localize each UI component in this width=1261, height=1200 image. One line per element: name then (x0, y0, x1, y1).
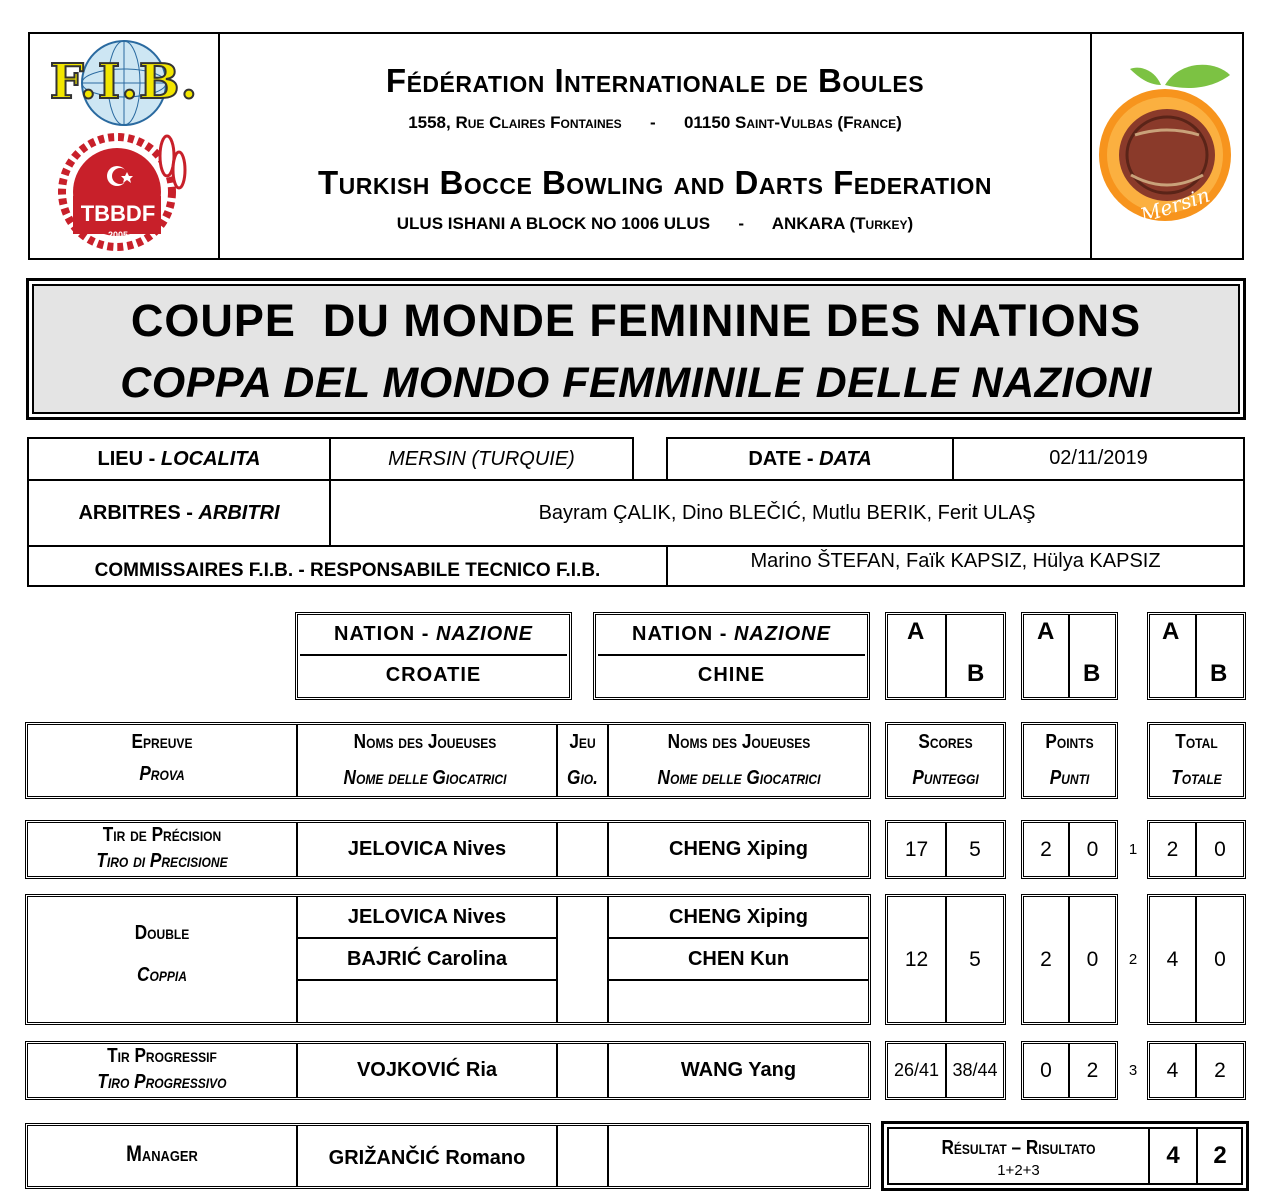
row2-event-it: Coppia (137, 963, 187, 986)
row1-score-b: 5 (969, 837, 981, 861)
row1-points-a: 2 (1040, 837, 1052, 861)
row2-total-a: 4 (1166, 947, 1179, 971)
lieu-label: LIEU - (97, 447, 161, 470)
row2-player-b2: CHEN Kun (687, 947, 790, 970)
row2-score-b: 5 (969, 947, 981, 971)
fib-logo-text: F.I.B. (49, 54, 199, 110)
fib-title: Fédération Internationale de Boules (385, 62, 925, 99)
ab-points-b: B (1083, 660, 1101, 687)
title-fr: COUPE DU MONDE FEMININE DES NATIONS (130, 295, 1142, 346)
date-label-cell (666, 437, 954, 481)
row2-index: 2 (1128, 951, 1138, 968)
ab-scores-b: B (967, 660, 985, 687)
row1-score-a: 17 (904, 837, 929, 861)
result-b: 2 (1213, 1142, 1227, 1169)
tbbdf-logo-text: TBBDF (80, 201, 156, 226)
row1-player-b: CHENG Xiping (669, 838, 808, 860)
ab-total-b: B (1210, 660, 1228, 687)
commissaires-label: COMMISSAIRES F.I.B. - RESPONSABILE TECNICO F.I.B. (27, 545, 668, 587)
col-nome-b: Nome delle Giocatrici (657, 766, 821, 789)
col-total: Total (1175, 730, 1218, 753)
manager-name-a: GRIŽANČIĆ Romano (328, 1146, 526, 1169)
tbbdf-logo-year: 2005 (107, 230, 129, 240)
row1-player-a: JELOVICA Nives (347, 838, 507, 860)
nation-b-label: NATION - (632, 622, 734, 645)
nation-a-label: NATION - (334, 622, 436, 645)
manager-label: Manager (126, 1141, 198, 1166)
row3-score-a: 26/41 (893, 1060, 940, 1080)
col-div-1 (296, 725, 298, 796)
col-punti: Punti (1049, 766, 1090, 789)
manager-name-b (609, 1130, 868, 1186)
row1-total-a: 2 (1166, 837, 1179, 861)
row2-event-fr: Double (134, 921, 190, 944)
col-totale: Totale (1171, 766, 1222, 789)
row1-points-b: 0 (1086, 837, 1099, 861)
col-noms-a: Noms des Joueuses (353, 730, 497, 753)
date-label-it: DATA (819, 447, 872, 470)
row1-div-2 (556, 823, 558, 876)
row3-total-b: 2 (1214, 1058, 1226, 1082)
row2-player-a2: BAJRIĆ Carolina (346, 947, 508, 970)
ab-box-scores-divider (945, 615, 947, 697)
nation-a-label-cell (298, 615, 569, 653)
row2-div-2 (556, 897, 558, 1022)
ab-box-points-divider (1068, 615, 1070, 697)
commissaires-value: Marino ŠTEFAN, Faïk KAPSIZ, Hülya KAPSIZ (666, 545, 1245, 587)
tbbdf-title: Turkish Bocce Bowling and Darts Federation (318, 164, 992, 201)
col-punteggi: Punteggi (912, 766, 979, 789)
date-value: 02/11/2019 (952, 437, 1245, 481)
nation-b-label-it: NAZIONE (733, 622, 831, 645)
nation-b-label-cell (596, 615, 867, 653)
ab-box-total-divider (1195, 615, 1197, 697)
result-label: Résultat – Risultato (941, 1136, 1096, 1159)
result-formula: 1+2+3 (997, 1161, 1040, 1179)
arbitres-label: ARBITRES - (78, 501, 199, 524)
col-points: Points (1045, 730, 1094, 753)
arbitres-value: Bayram ÇALIK, Dino BLEČIĆ, Mutlu BERIK, Ferit ULAŞ (329, 479, 1245, 547)
ab-scores-a: A (907, 618, 925, 645)
row2-player-b3 (609, 981, 868, 1021)
col-jeu: Jeu (569, 730, 596, 753)
lieu-label-it: LOCALITA (160, 447, 261, 470)
col-div-2 (556, 725, 558, 796)
date-label: DATE - (748, 447, 820, 470)
row3-points-b: 2 (1086, 1058, 1099, 1082)
row3-index: 3 (1128, 1062, 1138, 1079)
row3-div-2 (556, 1044, 558, 1097)
header-divider-right (1090, 32, 1092, 260)
ab-total-a: A (1162, 618, 1180, 645)
tbbdf-address: ULUS ISHANI A BLOCK NO 1006 ULUS - ANKARA (Turkey) (396, 214, 914, 233)
row2-player-a1: JELOVICA Nives (347, 905, 507, 928)
row3-event-it: Tiro Progressivo (97, 1070, 227, 1093)
manager-div-2 (556, 1126, 558, 1186)
row1-event-fr: Tir de Précision (102, 823, 222, 846)
result-a: 4 (1166, 1142, 1180, 1169)
nation-b-name: CHINE (697, 663, 766, 686)
nation-a-name: CROATIE (385, 663, 482, 686)
col-nome-a: Nome delle Giocatrici (343, 766, 507, 789)
row3-points-a: 0 (1040, 1058, 1052, 1082)
row2-points-a: 2 (1040, 947, 1052, 971)
row3-player-a: VOJKOVIĆ Ria (356, 1059, 498, 1081)
row1-event-it: Tiro di Precisione (96, 849, 228, 872)
row2-score-a: 12 (904, 947, 929, 971)
arbitres-label-it: ARBITRI (198, 501, 280, 524)
row2-points-b: 0 (1086, 947, 1099, 971)
lieu-value: MERSIN (TURQUIE) (329, 437, 634, 481)
col-prova: Prova (139, 762, 185, 785)
col-div-3 (607, 725, 609, 796)
col-scores: Scores (918, 730, 973, 753)
row1-total-b: 0 (1214, 837, 1226, 861)
row3-total-a: 4 (1166, 1058, 1179, 1082)
col-gio: Gio. (567, 766, 598, 789)
nation-a-label-it: NAZIONE (435, 622, 533, 645)
ab-points-a: A (1037, 618, 1055, 645)
lieu-label-cell (27, 437, 331, 481)
row2-player-b1: CHENG Xiping (669, 905, 808, 928)
title-it: COPPA DEL MONDO FEMMINILE DELLE NAZIONI (120, 358, 1152, 407)
row1-index: 1 (1128, 841, 1138, 858)
mersin-logo-text: Mersin (1137, 182, 1213, 228)
row3-score-b: 38/44 (952, 1060, 998, 1080)
row3-event-fr: Tir Progressif (107, 1044, 217, 1067)
row2-total-b: 0 (1214, 947, 1226, 971)
col-epreuve: Epreuve (131, 730, 193, 753)
row3-player-b: WANG Yang (680, 1059, 797, 1081)
arbitres-label-cell (27, 479, 331, 547)
col-noms-b: Noms des Joueuses (667, 730, 811, 753)
row2-player-a3 (298, 981, 556, 1021)
fib-address: 1558, Rue Claires Fontaines - 01150 Saint-Vulbas (France) (408, 113, 902, 132)
